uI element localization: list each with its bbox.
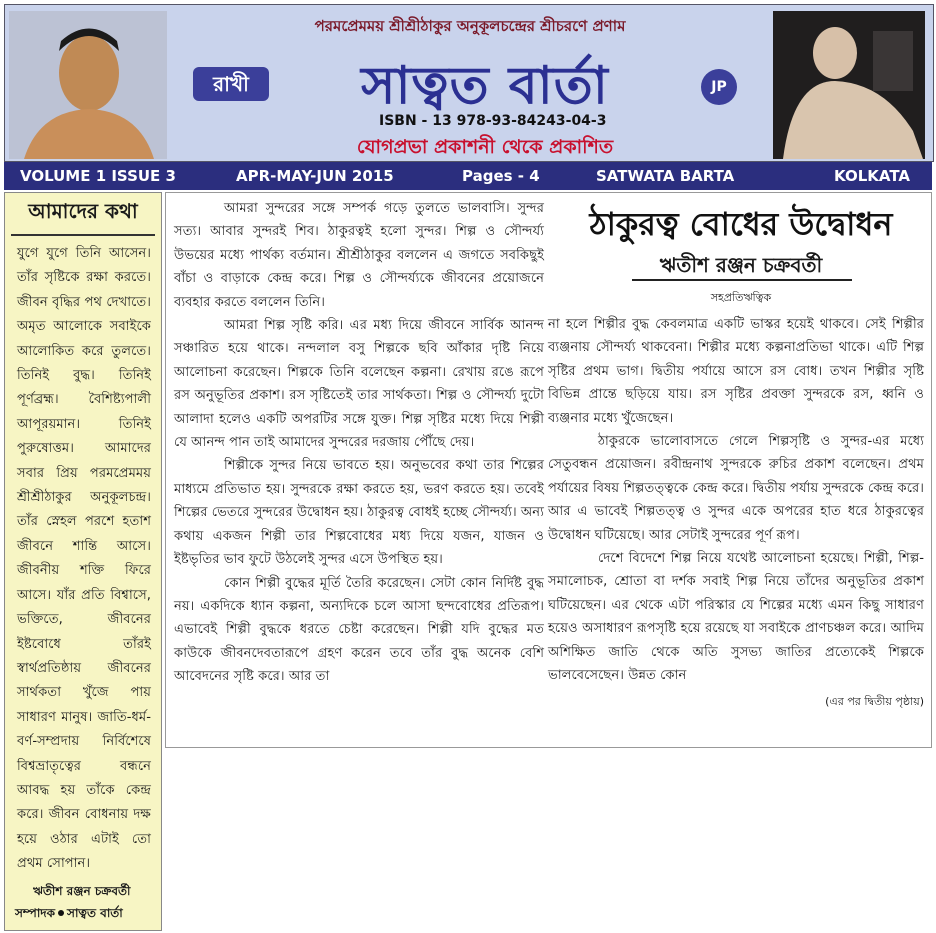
article-author: ঋতীশ রঞ্জন চক্রবর্তী xyxy=(659,253,823,277)
article-paragraph: আমরা শিল্প সৃষ্টি করি। এর মধ্য দিয়ে জীবনে সার্বিক আনন্দ সঞ্চারিত হয়ে থাকে। নন্দলাল বসু শিল্পকে ছবি আঁকার দৃষ্টি নিয়ে আলোচনা করেছেন। শিল্পকে তিনি বলেছেন কল্পনা। রেখায় রঙে রূপে রস অনুভূতির প্রকাশ। রস সৃষ্টিতেই তার সার্থকতা। শিল্প ও সৌন্দর্য্য দুটো আলাদা হলেও একটি অপরটির সঙ্গে যুক্ত। শিল্প সৃষ্টির মধ্যে দিয়ে শিল্পী যে আনন্দ পান তাই আমাদের সুন্দরের দরজায় পৌঁছে দেয়। xyxy=(174,318,544,451)
issue-date: APR-MAY-JUN 2015 xyxy=(236,167,394,185)
continued-note: (এর পর দ্বিতীয় পৃষ্ঠায়) xyxy=(825,694,924,708)
isbn-text: ISBN - 13 978-93-84243-04-3 xyxy=(379,113,607,129)
issue-info-bar xyxy=(4,162,932,190)
volume-issue: VOLUME 1 ISSUE 3 xyxy=(20,167,176,185)
editorial-body: যুগে যুগে তিনি আসেন। তাঁর সৃষ্টিকে রক্ষা করতে। জীবন বৃদ্ধির পথ দেখাতে। অমৃত আলোকে সবাইকে আলোকিত করে তুলতে। তিনিই বুদ্ধ। তিনিই পূর্ণব্রহ্ম। বৈশিষ্ট্যপালী আপূরয়মান। তিনিই পুরুষোত্তম। আমাদের সবার প্রিয় পরমপ্রেমময় শ্রীশ্রীঠাকুর অনুকূলচন্দ্র। তাঁর স্নেহল পরশে হতাশ জীবনে শান্তি আসে। জীবনীয় শক্তি ফিরে আসে। যাঁর প্রতি বিশ্বাসে, ভক্তিতে, জীবনের ইষ্টবোধে তাঁরই স্বার্থপ্রতিষ্ঠায় জীবনের সার্থকতা খুঁজে পায় সাধারণ মানুষ। জাতি-ধর্ম-বর্ণ-সম্প্রদায় নির্বিশেষে বিশ্বভ্রাতৃত্বের বন্ধনে আবদ্ধ হয় তাঁকে কেন্দ্র করে। জীবন বোধনায় দক্ষ হয়ে ওঠার এটাই তো প্রথম সোপান। xyxy=(17,246,151,872)
editorial-heading: আমাদের কথা xyxy=(11,197,155,236)
editor-paper-name: সাত্বত বার্তা xyxy=(67,906,123,920)
portrait-photo-right xyxy=(773,11,925,159)
editor-role xyxy=(15,905,123,925)
main-article xyxy=(165,192,932,748)
article-title: ঠাকুরত্ব বোধের উদ্বোধন xyxy=(589,205,893,243)
jp-logo: JP xyxy=(701,69,737,105)
article-paragraph: না হলে শিল্পীর বুদ্ধ কেবলমাত্র একটি ভাস্কর হয়েই থাকবে। সেই শিল্পীর ব্যঞ্জনায় সৌন্দর্য্য থাকবেনা। শিল্পীর মধ্যে কল্পনাপ্রতিভা থাকে। এটি শিল্প সৃষ্টির প্রথম ভাগ। দ্বিতীয় পর্যায়ে আসে রস বোধ। তখন শিল্পীর সৃষ্টি বিভিন্ন প্রান্তে ছড়িয়ে যায়। রস সৃষ্টির প্রবক্তা সুন্দরকে রস, ধ্বনি ও ব্যঞ্জনার মধ্যে খুঁজেছেন। xyxy=(548,317,924,426)
tagline: পরমপ্রেমময় শ্রীশ্রীঠাকুর অনুকূলচন্দ্রের শ্রীচরণে প্রণাম xyxy=(314,17,626,35)
page-count: Pages - 4 xyxy=(462,167,540,185)
article-paragraph: কোন শিল্পী বুদ্ধের মূর্তি তৈরি করেছেন। সেটা কোন নির্দিষ্ট বুদ্ধ নয়। একদিকে ধ্যান কল্পনা, অন্যদিকে চলে আসা ছন্দবোধের প্রতিরূপ। এভাবেই শিল্পী বুদ্ধকে ধরতে চেষ্টা করেছেন। শিল্পী যদি বুদ্ধের মত কাউকে জীবনদেবতারূপে গ্রহণ করেন তবে তাঁর বুদ্ধ অনেক বেশি আবেদনের সৃষ্টি করে। আর তা xyxy=(174,575,544,685)
masthead xyxy=(4,4,934,162)
article-paragraph: ঠাকুরকে ভালোবাসতে গেলে শিল্পসৃষ্টি ও সুন্দর-এর মধ্যে সেতুবন্ধন প্রয়োজন। রবীন্দ্রনাথ সুন্দরকে রুচির প্রকাশ বলেছেন। প্রথম পর্যায়ের বিষয় শিল্পতত্ত্বকে কেন্দ্র করে। দ্বিতীয় পর্যায় সুন্দরকে কেন্দ্র করে। আর এ ভাবেই শিল্পতত্ত্ব ও সুন্দর একে অপরের হাত ধরে ঠাকুরত্বের উদ্বোধন ঘটিয়েছে। আর সেটাই সুন্দরের পূর্ণ রূপ। xyxy=(548,434,924,543)
editor-title: সম্পাদক xyxy=(15,906,56,920)
article-column-1 xyxy=(174,197,544,689)
city: KOLKATA xyxy=(834,167,911,185)
author-designation: সহপ্রতিঋত্বিক xyxy=(710,291,772,304)
publisher-line: যোগপ্রভা প্রকাশনী থেকে প্রকাশিত xyxy=(356,136,614,158)
article-column-2 xyxy=(548,313,924,713)
portrait-photo-left xyxy=(9,11,167,159)
newspaper-title: সাত্বত বার্তা xyxy=(361,55,609,116)
article-paragraph: দেশে বিদেশে শিল্প নিয়ে যথেষ্ট আলোচনা হয়েছে। শিল্পী, শিল্প-সমালোচক, শ্রোতা বা দর্শক সবাই শিল্প নিয়ে তাঁদের অনুভূতির প্রকাশ ঘটিয়েছেন। এর থেকে এটা পরিস্কার যে শিল্পের মধ্যে এমন কিছু সাধারণ হয়েও অসাধারণ রূপসৃষ্টি হয়ে রয়েছে যা সবাইকে প্রাণচঞ্চল করে। আদিম অশিক্ষিত জাতি থেকে অতি সুসভ্য জাতির প্রত্যেকেই শিল্পকে ভালবেসেছেন। উন্নত কোন xyxy=(548,551,924,684)
rakhi-badge: রাখী xyxy=(193,67,269,101)
paper-name-en: SATWATA BARTA xyxy=(596,167,735,185)
article-paragraph: আমরা সুন্দরের সঙ্গে সম্পর্ক গড়ে তুলতে ভালবাসি। সুন্দর সত্য। আবার সুন্দরই শিব। ঠাকুরত্বই হলো সুন্দর। শিল্প ও সৌন্দর্য্য উভয়ের মধ্যে পার্থক্য বর্তমান। শ্রীশ্রীঠাকুর বললেন এ জগতে সবকিছুই বাঁচা ও বাড়াকে কেন্দ্র করে। শিল্প ও সৌন্দর্য্যকে জীবনের প্রয়োজনে ব্যবহার করতে বললেন তিনি। xyxy=(174,201,544,310)
editorial-column xyxy=(4,192,162,931)
editorial-signature: ঋতীশ রঞ্জন চক্রবর্তী xyxy=(33,884,131,898)
bullet-dot-icon xyxy=(58,910,64,916)
author-underline xyxy=(632,279,852,281)
article-paragraph: শিল্পীকে সুন্দর নিয়ে ভাবতে হয়। অনুভবের কথা তার শিল্পের মাধ্যমে প্রতিভাত হয়। সুন্দরকে রক্ষা করতে হয়, ভরণ করতে হয়। তবেই শিল্পের ভেতরে সুন্দরের উদ্বোধন হয়। ঠাকুরত্ব বোধই হচ্ছে সৌন্দর্য্য। অন্য কথায় একজন শিল্পী তার শিল্পবোধের মধ্য দিয়ে যজন, যাজন ও ইষ্টভৃতির ভাব ফুটে উঠলেই সুন্দর এসে উপস্থিত হয়। xyxy=(174,458,544,568)
